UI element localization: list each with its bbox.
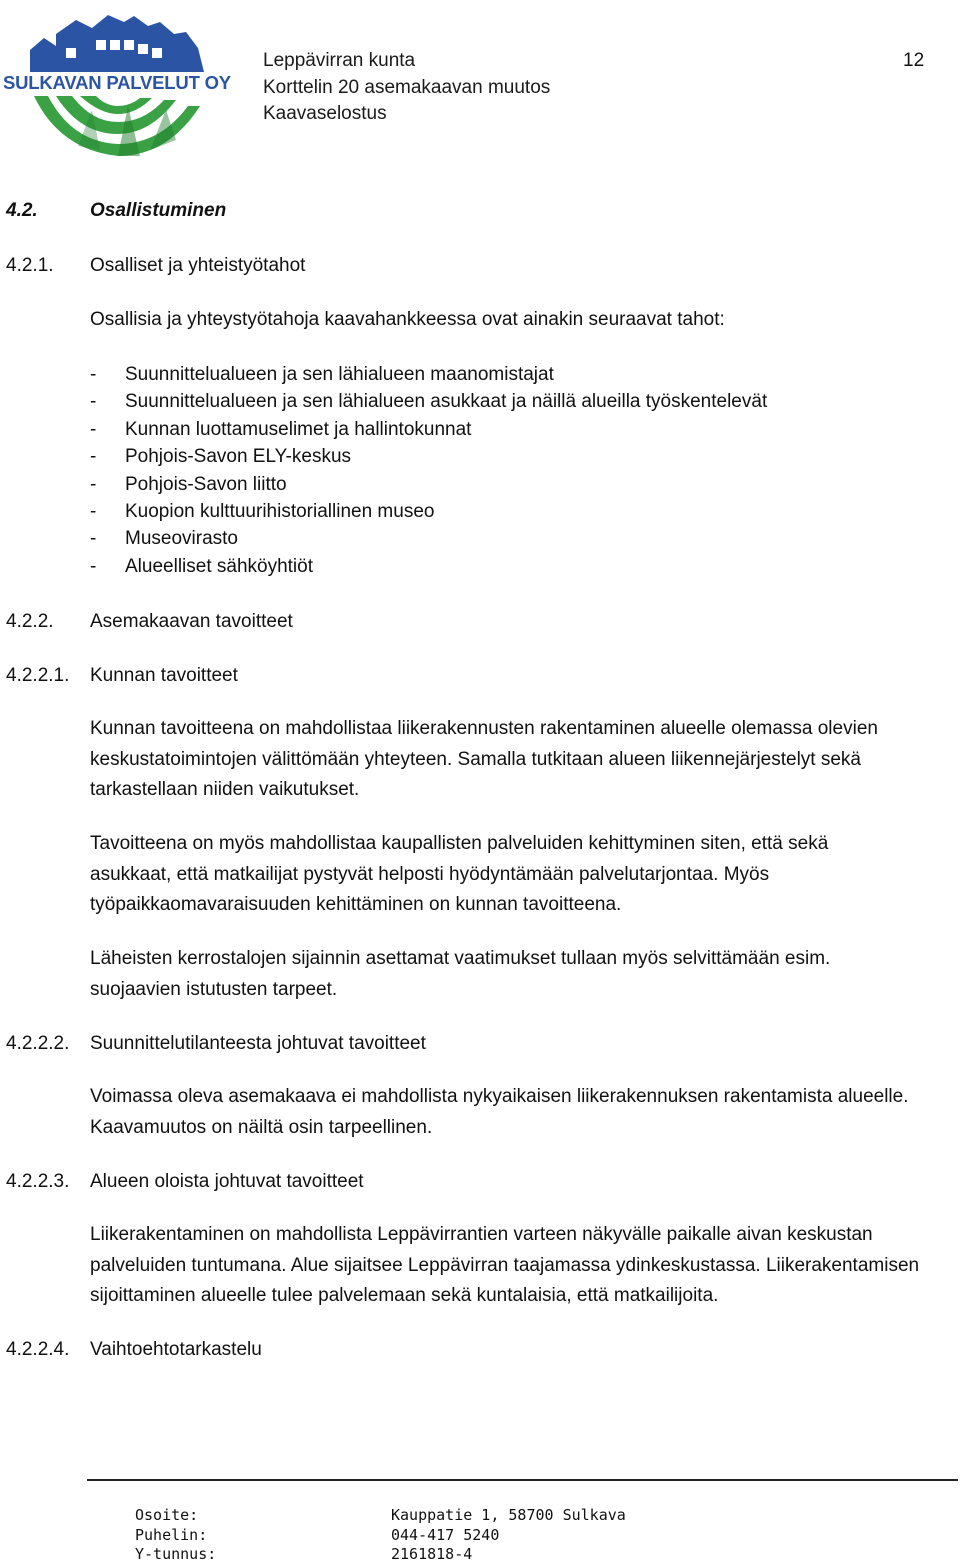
section-title-4-2-2-1: Kunnan tavoitteet bbox=[90, 665, 238, 686]
section-number-4-2-2: 4.2.2. bbox=[6, 611, 54, 632]
list-item: - Kuopion kulttuurihistoriallinen museo bbox=[90, 500, 435, 522]
list-item: - Pohjois-Savon ELY-keskus bbox=[90, 446, 352, 468]
paragraph: Tavoitteena on myös mahdollistaa kaupallisten palveluiden kehittyminen siten, että sekä asukkaat, että matkailijat pystyvät helposti hyödyntämään palvelutarjontaa. Myös työpaikkaomavaraisuuden kehittäminen on kunnan tavoitteena. bbox=[90, 833, 829, 915]
section-title-4-2: Osallistuminen bbox=[90, 200, 227, 221]
section-title-4-2-2-3: Alueen oloista johtuvat tavoitteet bbox=[90, 1171, 364, 1192]
list-item: - Alueelliset sähköyhtiöt bbox=[90, 555, 313, 577]
document-header bbox=[263, 48, 550, 128]
section-number-4-2-1: 4.2.1. bbox=[6, 255, 54, 276]
logo-text: SULKAVAN PALVELUT OY bbox=[3, 72, 231, 93]
page-number: 12 bbox=[903, 50, 925, 71]
footer-label-address: Osoite: bbox=[135, 1506, 199, 1524]
paragraph: Liikerakentaminen on mahdollista Leppävirrantien varteen näkyvälle paikalle aivan keskustan palveluiden tuntumana. Alue sijaitsee Leppävirran taajamassa ydinkeskustassa. Liikerakentamisen sijoittaminen alueelle tulee palvelemaan sekä kuntalaisia, että matkailijoita. bbox=[90, 1224, 920, 1306]
section-number-4-2: 4.2. bbox=[6, 200, 38, 221]
participants-list bbox=[90, 361, 850, 580]
footer-address: Kauppatie 1, 58700 Sulkava bbox=[391, 1506, 626, 1524]
header-doc-type: Kaavaselostus bbox=[263, 103, 387, 124]
header-project: Korttelin 20 asemakaavan muutos bbox=[263, 76, 551, 98]
footer-labels bbox=[135, 1506, 216, 1565]
list-item: - Suunnittelualueen ja sen lähialueen maanomistajat bbox=[90, 364, 554, 385]
section-title-4-2-1: Osalliset ja yhteistyötahot bbox=[90, 255, 306, 276]
list-item: - Museovirasto bbox=[90, 528, 238, 550]
section-title-4-2-2-4: Vaihtoehtotarkastelu bbox=[90, 1339, 262, 1360]
footer-label-phone: Puhelin: bbox=[135, 1525, 208, 1544]
section-number-4-2-2-1: 4.2.2.1. bbox=[6, 665, 70, 686]
footer-phone: 044-417 5240 bbox=[391, 1525, 500, 1544]
company-logo bbox=[0, 10, 240, 160]
header-municipality: Leppävirran kunta bbox=[263, 50, 416, 71]
paragraph: Kunnan tavoitteena on mahdollistaa liikerakennusten rakentaminen alueelle olemassa olevien keskustatoimintojen välittömään yhteyteen. Samalla tutkitaan alueen liikennejärjestelyt sekä tarkastellaan niiden vaikutukset. bbox=[90, 718, 878, 800]
footer-divider bbox=[87, 1479, 958, 1481]
footer-values bbox=[391, 1506, 626, 1565]
footer-label-business-id: Y-tunnus: bbox=[135, 1545, 217, 1563]
list-item: - Kunnan luottamuselimet ja hallintokunnat bbox=[90, 418, 472, 440]
footer-business-id: 2161818-4 bbox=[391, 1545, 473, 1563]
paragraph: Voimassa oleva asemakaava ei mahdollista nykyaikaisen liikerakennuksen rakentamista alueelle. Kaavamuutos on näiltä osin tarpeellinen. bbox=[90, 1086, 909, 1138]
section-title-4-2-2: Asemakaavan tavoitteet bbox=[90, 611, 293, 632]
list-item: - Pohjois-Savon liitto bbox=[90, 473, 287, 495]
section-number-4-2-2-2: 4.2.2.2. bbox=[6, 1033, 70, 1054]
section-title-4-2-2-2: Suunnittelutilanteesta johtuvat tavoitteet bbox=[90, 1033, 426, 1054]
participants-intro: Osallisia ja yhteystyötahoja kaavahankkeessa ovat ainakin seuraavat tahot: bbox=[90, 309, 725, 330]
list-item: - Suunnittelualueen ja sen lähialueen asukkaat ja näillä alueilla työskentelevät bbox=[90, 391, 768, 413]
paragraph: Läheisten kerrostalojen sijainnin asettamat vaatimukset tullaan myös selvittämään esim. suojaavien istutusten tarpeet. bbox=[90, 948, 831, 1000]
section-number-4-2-2-4: 4.2.2.4. bbox=[6, 1339, 70, 1360]
section-number-4-2-2-3: 4.2.2.3. bbox=[6, 1171, 70, 1192]
